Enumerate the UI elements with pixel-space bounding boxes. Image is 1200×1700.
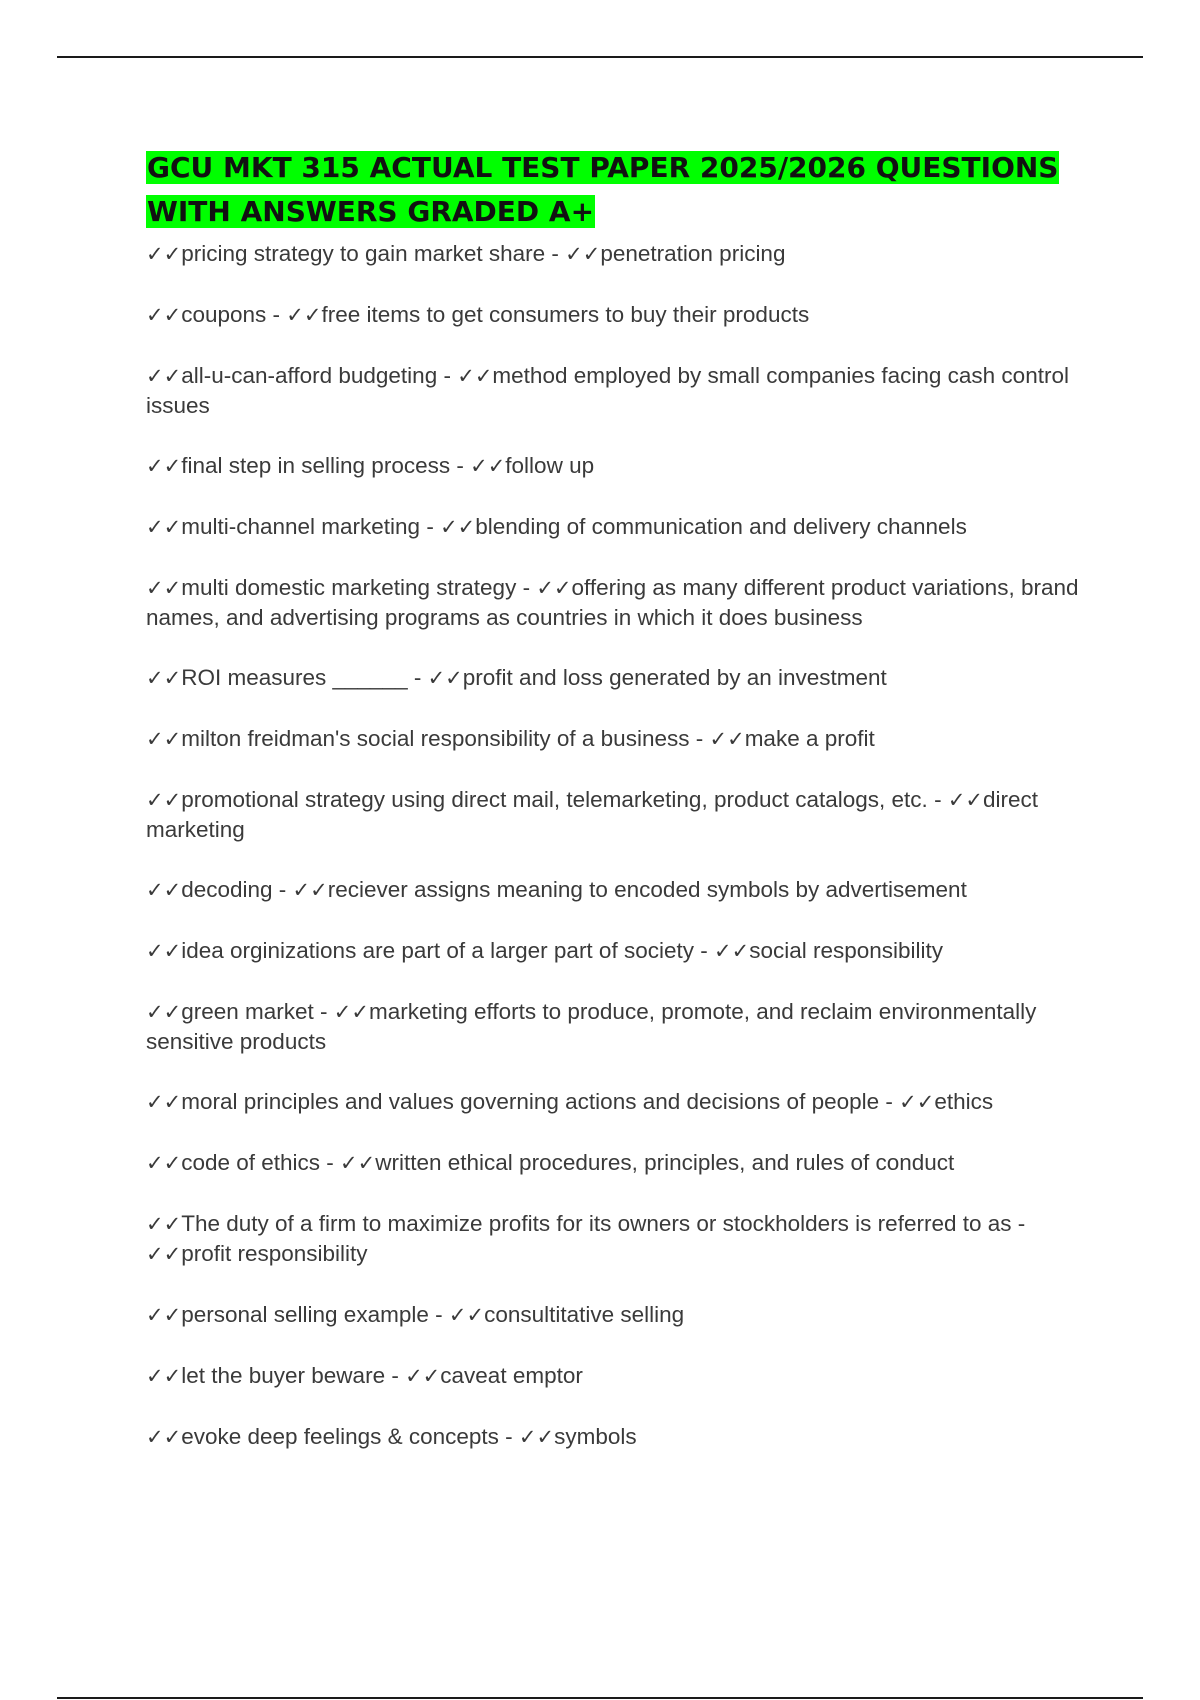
qa-item [146,1087,1096,1117]
double-check-icon: ✓✓ [709,727,745,751]
answer-text: consultitative selling [484,1302,685,1327]
answer-text: make a profit [744,726,875,751]
qa-separator: - [1011,1211,1026,1236]
qa-separator: - [385,1363,406,1388]
qa-separator: - [266,302,287,327]
question-text: code of ethics [181,1150,321,1175]
question-text: final step in selling process [181,453,451,478]
double-check-icon: ✓✓ [146,1151,182,1175]
qa-item [146,512,1096,542]
question-text: milton freidman's social responsibility of a business [181,726,690,751]
double-check-icon: ✓✓ [146,1364,182,1388]
double-check-icon: ✓✓ [427,666,463,690]
question-text: all-u-can-afford budgeting [181,363,438,388]
double-check-icon: ✓✓ [146,788,182,812]
question-text: multi-channel marketing [181,514,421,539]
answer-text: profit responsibility [181,1241,368,1266]
double-check-icon: ✓✓ [333,1000,369,1024]
qa-separator: - [437,363,458,388]
double-check-icon: ✓✓ [146,1425,182,1449]
qa-item [146,451,1096,481]
double-check-icon: ✓✓ [457,364,493,388]
question-text: evoke deep feelings & concepts [181,1424,499,1449]
qa-separator: - [879,1089,900,1114]
double-check-icon: ✓✓ [146,727,182,751]
double-check-icon: ✓✓ [146,878,182,902]
question-text: promotional strategy using direct mail, telemarketing, product catalogs, etc. [181,787,928,812]
question-text: pricing strategy to gain market share [181,241,546,266]
qa-item [146,239,1096,269]
answer-text: penetration pricing [600,241,786,266]
qa-item [146,1148,1096,1178]
qa-item [146,1300,1096,1330]
double-check-icon: ✓✓ [448,1303,485,1327]
question-text: The duty of a firm to maximize profits for its owners or stockholders is referred to as [181,1211,1012,1236]
answer-text: symbols [554,1424,637,1449]
double-check-icon: ✓✓ [146,242,182,266]
answer-text: offering as many different product variations, brand names, and advertising programs as countries in which it does business [146,575,1079,630]
bottom-rule [57,1697,1143,1699]
answer-text: social responsibility [749,938,944,963]
double-check-icon: ✓✓ [146,939,182,963]
answer-text: ethics [934,1089,994,1114]
qa-item [146,1209,1096,1269]
double-check-icon: ✓✓ [146,303,182,327]
document-title [146,146,1096,234]
double-check-icon: ✓✓ [146,1303,182,1327]
qa-separator: - [498,1424,519,1449]
answer-text: method employed by small companies facing cash control issues [146,363,1069,418]
qa-separator: - [428,1302,449,1327]
qa-separator: - [313,999,334,1024]
question-text: idea orginizations are part of a larger part of society [181,938,694,963]
double-check-icon: ✓✓ [146,1000,182,1024]
document-body [146,146,1096,1483]
qa-item [146,875,1096,905]
double-check-icon: ✓✓ [146,666,182,690]
answer-text: follow up [505,453,595,478]
qa-separator: - [420,514,441,539]
qa-item [146,936,1096,966]
question-text: moral principles and values governing actions and decisions of people [181,1089,880,1114]
double-check-icon: ✓✓ [146,515,182,539]
answer-text: profit and loss generated by an investment [462,665,887,690]
qa-separator: - [693,938,714,963]
qa-separator: - [516,575,537,600]
qa-separator: - [545,241,566,266]
qa-item [146,361,1096,420]
qa-item [146,997,1096,1056]
question-text: multi domestic marketing strategy [181,575,517,600]
answer-text: free items to get consumers to buy their products [321,302,810,327]
question-text: ROI measures ______ [181,665,408,690]
qa-item [146,1361,1096,1391]
question-text: decoding [181,877,273,902]
qa-separator: - [927,787,948,812]
double-check-icon: ✓✓ [405,1364,441,1388]
double-check-icon: ✓✓ [292,878,328,902]
double-check-icon: ✓✓ [146,1212,182,1236]
qa-separator: - [407,665,428,690]
double-check-icon: ✓✓ [536,576,572,600]
qa-separator: - [689,726,710,751]
qa-item [146,300,1096,330]
double-check-icon: ✓✓ [146,454,182,478]
qa-list [146,239,1096,1452]
double-check-icon: ✓✓ [286,303,322,327]
question-text: let the buyer beware [181,1363,386,1388]
question-text: green market [181,999,314,1024]
qa-separator: - [320,1150,341,1175]
double-check-icon: ✓✓ [947,788,984,812]
qa-separator: - [272,877,293,902]
question-text: coupons [181,302,267,327]
question-text: personal selling example [181,1302,429,1327]
answer-text: direct marketing [146,787,1039,842]
qa-separator: - [450,453,471,478]
answer-text: reciever assigns meaning to encoded symbols by advertisement [327,877,967,902]
double-check-icon: ✓✓ [565,242,601,266]
answer-text: written ethical procedures, principles, and rules of conduct [375,1150,955,1175]
double-check-icon: ✓✓ [518,1425,555,1449]
answer-text: marketing efforts to produce, promote, and reclaim environmentally sensitive products [146,999,1037,1054]
double-check-icon: ✓✓ [470,454,506,478]
double-check-icon: ✓✓ [713,939,750,963]
qa-item [146,663,1096,693]
answer-text: blending of communication and delivery channels [475,514,967,539]
qa-item [146,573,1096,632]
qa-item [146,724,1096,754]
double-check-icon: ✓✓ [340,1151,376,1175]
double-check-icon: ✓✓ [146,364,182,388]
double-check-icon: ✓✓ [146,1242,182,1266]
double-check-icon: ✓✓ [146,1090,182,1114]
double-check-icon: ✓✓ [899,1090,935,1114]
qa-item [146,1422,1096,1452]
double-check-icon: ✓✓ [440,515,476,539]
qa-item [146,785,1096,844]
answer-text: caveat emptor [440,1363,583,1388]
double-check-icon: ✓✓ [146,576,182,600]
top-rule [57,56,1143,58]
title-highlight: GCU MKT 315 ACTUAL TEST PAPER 2025/2026 QUESTIONS WITH ANSWERS GRADED A+ [147,151,1059,228]
